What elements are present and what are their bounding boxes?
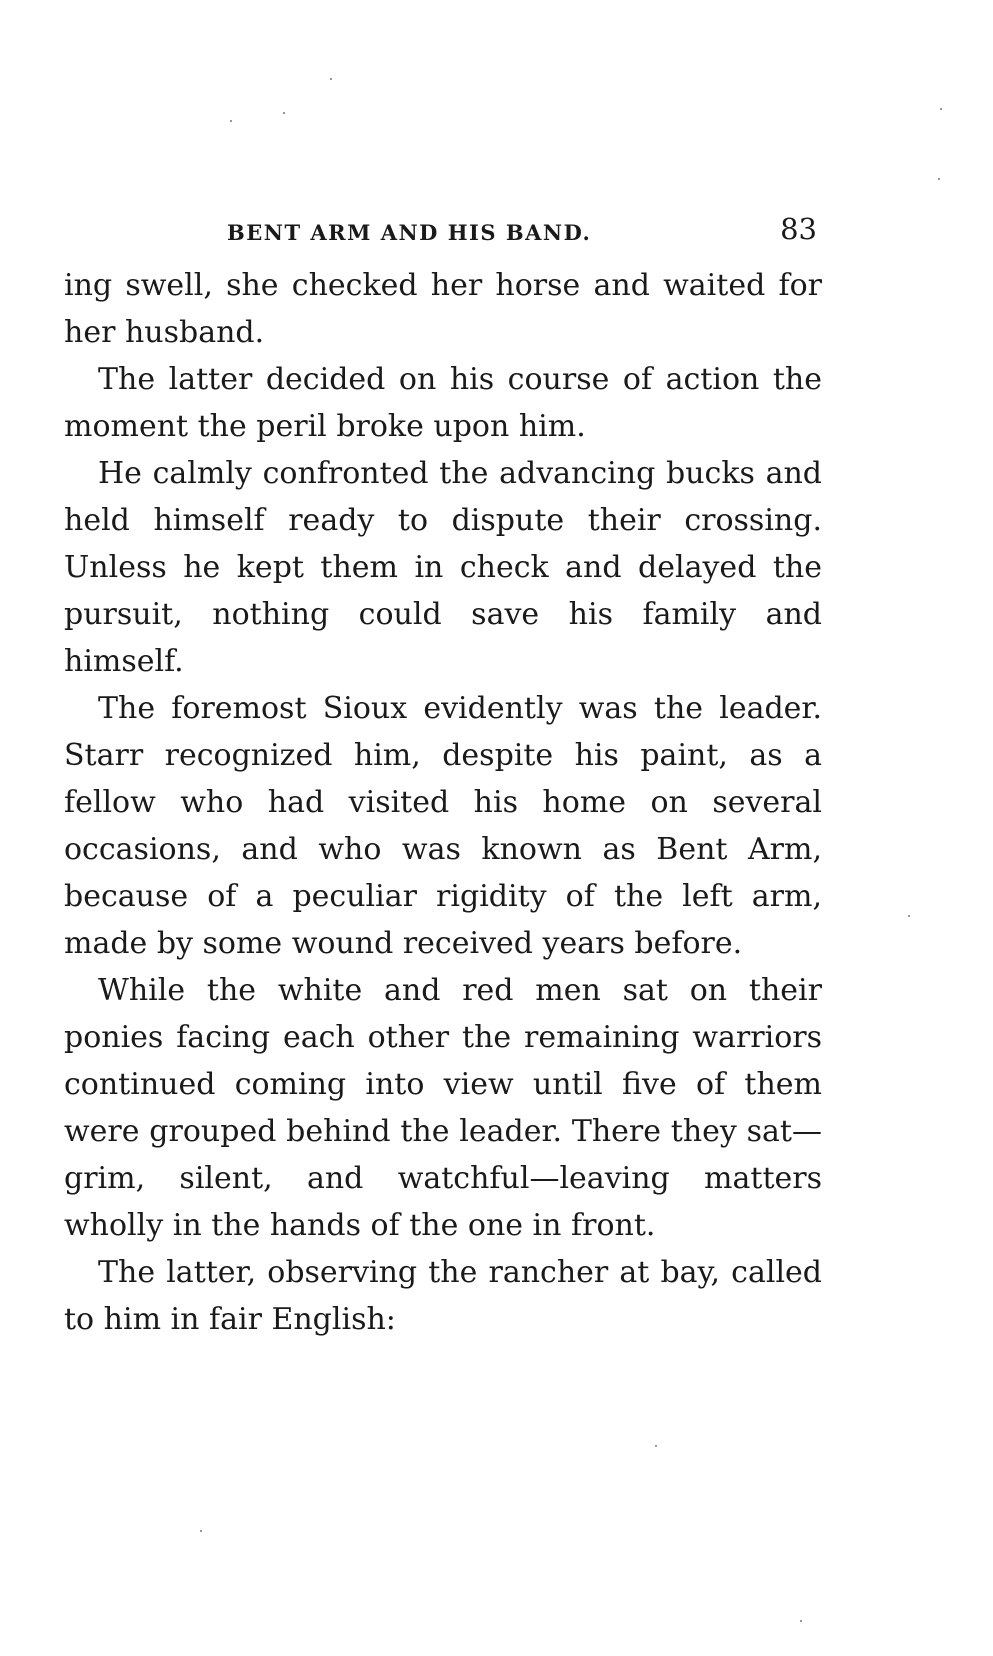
paper-speck [940,108,942,110]
running-head [227,212,817,252]
paper-speck [908,915,910,917]
paper-speck [200,1530,202,1532]
paper-speck [230,120,232,122]
paragraph: The foremost Sioux evidently was the leader. Starr recognized him, despite his paint, as a fellow who had visited his home on several occasions, and who was known as Bent Arm, because of a peculiar rigidity of the left arm, made by some wound received years before. [64,691,822,961]
paper-speck [938,178,940,180]
page-number: 83 [780,212,817,246]
running-title: BENT ARM AND HIS BAND. [227,220,592,245]
paragraph: He calmly confronted the advancing bucks and held himself ready to dispute their crossing. Unless he kept them in check and delayed the pursuit, nothing could save his family and himself. [64,456,822,679]
paragraph: While the white and red men sat on their ponies facing each other the remaining warriors continued coming into view until five of them were grouped behind the leader. There they sat—grim, silent, and watchful—leaving matters wholly in the hands of the one in front. [64,973,822,1243]
paper-speck [800,1620,802,1622]
paper-speck [283,112,285,114]
body-text [64,262,822,1343]
paragraph: The latter, observing the rancher at bay, called to him in fair English: [64,1255,822,1337]
paper-speck [655,1445,657,1447]
paragraph: The latter decided on his course of action the moment the peril broke upon him. [64,362,822,444]
paragraph-continued: ing swell, she checked her horse and waited for her husband. [64,268,822,350]
paper-speck [330,78,332,80]
